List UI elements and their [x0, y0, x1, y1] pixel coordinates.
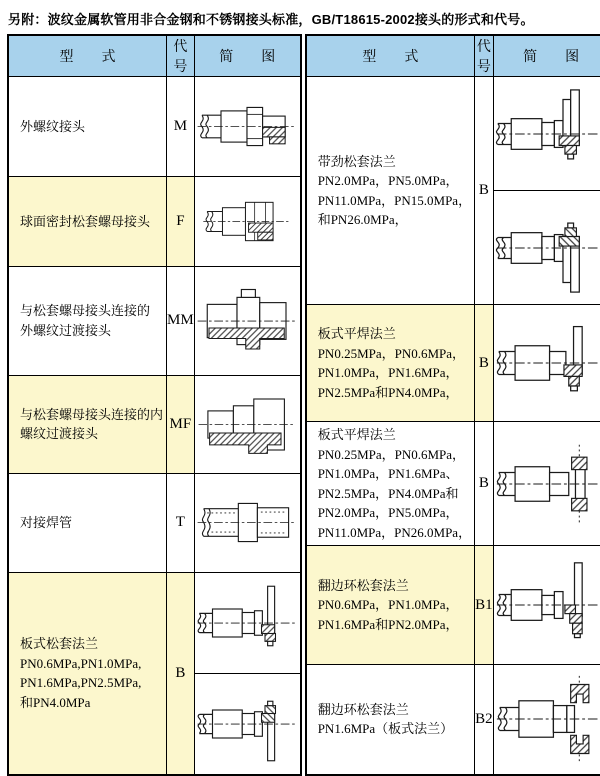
column-header: 简 图 — [493, 35, 600, 77]
diagram-cell — [194, 473, 301, 573]
neck-loose-flange-up-diagram — [494, 86, 600, 182]
table-row — [306, 665, 600, 775]
column-header: 代号 — [475, 35, 494, 77]
type-text-line: 和PN26.0MPa， — [317, 212, 408, 227]
type-cell — [8, 177, 167, 267]
code-cell: T — [167, 473, 195, 573]
type-text-line: PN1.0MPa，PN1.6MPa、 — [317, 466, 459, 481]
plate-flat-weld-flange-sym-diagram — [494, 436, 600, 532]
type-text-line: 带劲松套法兰 — [317, 153, 396, 169]
type-text-line: 球面密封松套螺母接头 — [20, 213, 151, 229]
type-cell — [8, 266, 167, 375]
type-text-line: 翻边环松套法兰 — [317, 577, 409, 593]
table-row — [306, 422, 600, 546]
table-row — [8, 375, 301, 473]
type-text-line: PN2.0MPa，PN5.0MPa， — [317, 505, 459, 520]
male-thread-adapter-nipple-diagram — [195, 277, 300, 365]
code-cell: B — [475, 77, 494, 305]
page-title: 另附：波纹金属软管用非合金钢和不锈钢接头标准，GB/T18615-2002接头的形式和代号。 — [8, 12, 534, 27]
column-header: 型 式 — [8, 35, 167, 77]
butt-weld-pipe-diagram — [195, 479, 299, 566]
column-header: 简 图 — [194, 35, 301, 77]
code-cell: MF — [167, 375, 195, 473]
type-cell — [306, 422, 475, 546]
spherical-seal-loose-nut-joint-diagram — [201, 183, 293, 260]
joint-table-left — [7, 34, 302, 776]
type-cell — [306, 546, 475, 665]
type-cell — [8, 77, 167, 177]
type-text-line: 与松套螺母接头连接的内 — [20, 406, 164, 422]
code-cell: B2 — [475, 665, 494, 775]
diagram-cell — [194, 375, 301, 473]
type-text-line: 外螺纹过渡接头 — [20, 322, 112, 338]
type-text-line: PN1.6MPa,PN2.5MPa, — [20, 675, 142, 691]
type-text-line: PN1.6MPa（板式法兰） — [317, 721, 454, 737]
type-cell — [8, 375, 167, 473]
diagram-cell — [493, 422, 600, 546]
plate-loose-flange-down-diagram — [195, 680, 300, 768]
diagram-cell — [194, 573, 301, 674]
type-text-line: PN2.5MPa，PN4.0MPa和 — [317, 485, 459, 501]
type-text-line: PN0.6MPa,PN1.0MPa, — [20, 655, 142, 671]
type-text-line: 翻边环松套法兰 — [317, 701, 409, 717]
code-cell: B — [475, 305, 494, 422]
type-text-line: PN11.0MPa，PN15.0MPa， — [317, 192, 472, 208]
table-row — [8, 573, 301, 674]
type-text-line: 螺纹过渡接头 — [20, 426, 99, 442]
type-text-line: 板式平焊法兰 — [317, 427, 396, 442]
flanged-ring-loose-flange-diagram — [494, 557, 600, 653]
column-header: 代号 — [167, 35, 195, 77]
code-cell: M — [167, 77, 195, 177]
type-text-line: 外螺纹接头 — [20, 118, 86, 134]
type-text-line: 与松套螺母接头连接的 — [20, 303, 151, 319]
diagram-cell — [493, 546, 600, 665]
type-text-line: PN1.0MPa，PN1.6MPa， — [317, 365, 459, 380]
header-row — [306, 35, 600, 77]
neck-loose-flange-down-diagram — [494, 200, 600, 296]
table-row — [306, 77, 600, 191]
code-cell: MM — [167, 266, 195, 375]
type-text-line: PN11.0MPa，PN26.0MPa， — [317, 524, 472, 540]
code-cell: B — [167, 573, 195, 775]
type-text-line: PN2.5MPa和PN4.0MPa， — [317, 384, 459, 400]
diagram-cell — [493, 305, 600, 422]
code-cell: B1 — [475, 546, 494, 665]
table-row — [8, 266, 301, 375]
diagram-cell — [194, 177, 301, 267]
male-threaded-joint-diagram — [195, 83, 299, 170]
diagram-cell — [194, 674, 301, 775]
type-text-line: PN0.6MPa，PN1.0MPa， — [317, 597, 459, 613]
type-text-line: PN1.6MPa和PN2.0MPa， — [317, 616, 459, 632]
type-text-line: 板式松套法兰 — [20, 636, 99, 652]
diagram-cell — [493, 77, 600, 191]
code-cell: B — [475, 422, 494, 546]
type-text-line: PN2.0MPa，PN5.0MPa， — [317, 173, 459, 188]
joint-table-right — [305, 34, 600, 776]
type-cell — [306, 77, 475, 305]
type-cell — [306, 665, 475, 775]
plate-loose-flange-up-diagram — [195, 579, 300, 667]
diagram-cell — [493, 665, 600, 775]
tables-container — [7, 34, 600, 776]
type-text-line: 对接焊管 — [20, 515, 73, 531]
diagram-cell — [194, 77, 301, 177]
table-row — [8, 473, 301, 573]
table-row — [8, 77, 301, 177]
flanged-ring-loose-plate-flange-diagram — [494, 671, 600, 767]
header-row — [8, 35, 301, 77]
type-cell — [8, 573, 167, 775]
code-cell: F — [167, 177, 195, 267]
type-text-line: 和PN4.0MPa — [20, 694, 91, 710]
diagram-cell — [493, 191, 600, 305]
type-text-line: 板式平焊法兰 — [317, 326, 396, 341]
table-row — [306, 305, 600, 422]
type-text-line: PN0.25MPa，PN0.6MPa， — [317, 345, 466, 361]
table-row — [8, 177, 301, 267]
diagram-cell — [194, 266, 301, 375]
column-header: 型 式 — [306, 35, 475, 77]
type-cell — [306, 305, 475, 422]
plate-flat-weld-flange-diagram — [494, 315, 600, 411]
female-thread-adapter-nipple-diagram — [196, 382, 298, 467]
type-text-line: PN0.25MPa，PN0.6MPa， — [317, 446, 466, 462]
type-cell — [8, 473, 167, 573]
table-row — [306, 546, 600, 665]
